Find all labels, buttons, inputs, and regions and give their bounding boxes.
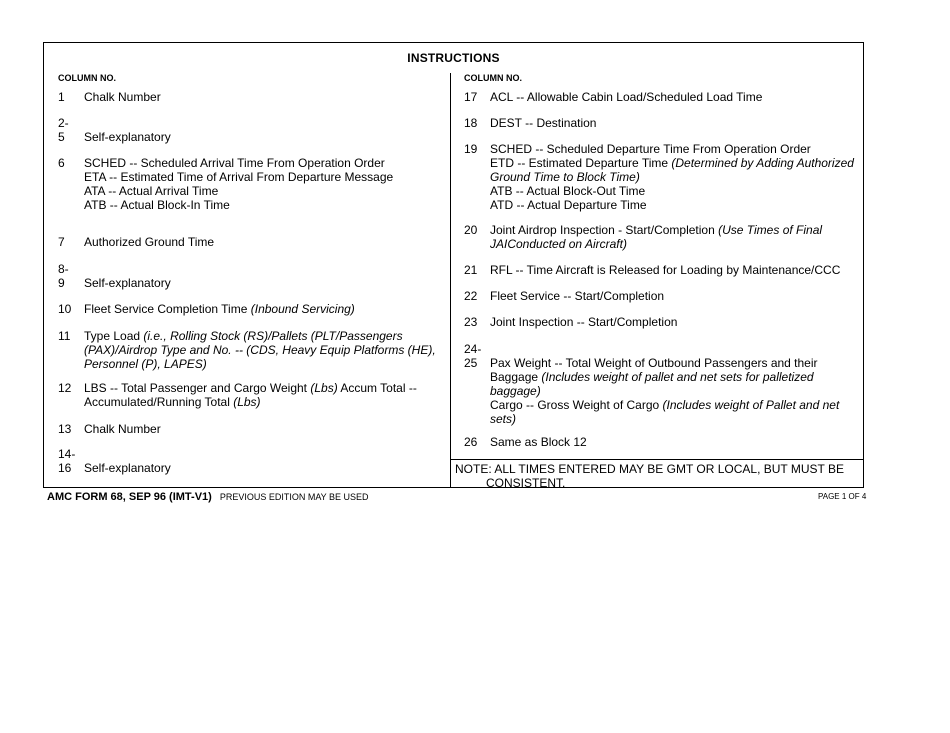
column-number xyxy=(58,422,84,436)
instruction-line xyxy=(84,447,171,461)
instruction-label: Accumulated/Running Total xyxy=(84,395,234,409)
column-number-line: 11 xyxy=(58,329,71,343)
instructions-title: INSTRUCTIONS xyxy=(407,51,500,65)
instruction-text xyxy=(490,435,587,449)
instruction-label: Authorized Ground Time xyxy=(84,235,215,249)
column-number xyxy=(464,223,490,237)
form-id xyxy=(47,491,369,503)
column-number-line: 22 xyxy=(464,289,478,303)
instruction-line xyxy=(490,356,839,370)
instruction-label: LBS -- Total Passenger and Cargo Weight xyxy=(84,381,311,395)
column-number-line: 17 xyxy=(464,90,478,104)
instruction-line xyxy=(490,223,822,237)
instruction-note: (Determined by Adding Authorized xyxy=(671,156,854,170)
instruction-line xyxy=(84,343,436,357)
instruction-line xyxy=(84,461,171,475)
instruction-text xyxy=(490,289,664,303)
instruction-label: Same as Block 12 xyxy=(490,435,587,449)
instruction-line xyxy=(84,198,393,212)
instruction-label: SCHED -- Scheduled Arrival Time From Operation Order xyxy=(84,156,385,170)
instruction-text xyxy=(490,342,839,426)
instruction-line xyxy=(490,116,596,130)
column-number-line: 6 xyxy=(58,156,65,170)
column-number-line: 1 xyxy=(58,90,65,104)
column-number-line: 9 xyxy=(58,276,65,290)
instruction-label: Joint Airdrop Inspection - Start/Completion xyxy=(490,223,719,237)
column-number xyxy=(58,381,84,395)
instruction-line xyxy=(490,384,839,398)
instruction-line xyxy=(84,184,393,198)
column-number xyxy=(464,315,490,329)
instruction-label: DEST -- Destination xyxy=(490,116,597,130)
instruction-note: JAIConducted on Aircraft) xyxy=(490,237,627,251)
instruction-line xyxy=(84,235,214,249)
instruction-note: sets) xyxy=(490,412,517,426)
instruction-line xyxy=(84,90,161,104)
instruction-label: ETD -- Estimated Departure Time xyxy=(490,156,672,170)
column-number-line: 26 xyxy=(464,435,478,449)
instruction-note: (Includes weight of pallet and net sets for palletized xyxy=(541,370,814,384)
instruction-label: ATB -- Actual Block-In Time xyxy=(84,198,230,212)
column-number-line: 13 xyxy=(58,422,72,436)
instruction-note: (Lbs) xyxy=(233,395,261,409)
column-number xyxy=(58,329,84,343)
left-column-header: COLUMN NO. xyxy=(58,73,116,83)
note-line-1: NOTE: ALL TIMES ENTERED MAY BE GMT OR LOCAL, BUT MUST BE xyxy=(455,462,844,476)
instruction-line xyxy=(490,289,664,303)
instruction-label: ATA -- Actual Arrival Time xyxy=(84,184,219,198)
instruction-line xyxy=(84,357,436,371)
instruction-line xyxy=(490,398,839,412)
column-number xyxy=(58,116,84,144)
column-number xyxy=(464,142,490,156)
instruction-label: Self-explanatory xyxy=(84,130,171,144)
column-number-line: 25 xyxy=(464,356,478,370)
instruction-line xyxy=(84,329,436,343)
instruction-line xyxy=(84,395,417,409)
instruction-line xyxy=(84,381,417,395)
column-number xyxy=(58,156,84,170)
instruction-note: (Inbound Servicing) xyxy=(250,302,355,316)
instruction-line xyxy=(84,262,171,276)
instruction-line xyxy=(84,156,393,170)
instruction-line xyxy=(84,170,393,184)
instruction-text xyxy=(84,329,436,371)
instruction-label: Joint Inspection -- Start/Completion xyxy=(490,315,678,329)
column-number xyxy=(464,289,490,303)
instruction-line xyxy=(84,130,171,144)
instruction-text xyxy=(490,142,854,212)
column-number-line: 7 xyxy=(58,235,65,249)
note-line-2: CONSISTENT. xyxy=(486,476,566,490)
column-number xyxy=(58,90,84,104)
column-number-line: 8- xyxy=(58,262,69,276)
instruction-line xyxy=(490,263,840,277)
column-number-line: 5 xyxy=(58,130,65,144)
note xyxy=(455,462,844,490)
instruction-label: Self-explanatory xyxy=(84,276,171,290)
page-number: PAGE 1 OF 4 xyxy=(818,492,867,501)
column-number-line: 24- xyxy=(464,342,482,356)
instruction-line xyxy=(84,116,171,130)
instruction-note: (Includes weight of Pallet and net xyxy=(662,398,840,412)
instruction-line xyxy=(490,370,839,384)
column-number-line: 16 xyxy=(58,461,72,475)
instruction-line xyxy=(490,198,854,212)
instruction-line xyxy=(490,156,854,170)
instruction-note: (Lbs) xyxy=(310,381,338,395)
column-divider xyxy=(450,73,451,487)
instruction-label: Accum Total -- xyxy=(337,381,417,395)
instruction-label: Fleet Service Completion Time xyxy=(84,302,251,316)
instruction-line xyxy=(490,184,854,198)
column-number-line: 20 xyxy=(464,223,478,237)
column-number-line: 10 xyxy=(58,302,72,316)
column-number xyxy=(464,342,490,370)
instruction-note: (i.e., Rolling Stock (RS)/Pallets (PLT/Passengers xyxy=(143,329,403,343)
instruction-line xyxy=(490,90,762,104)
instruction-note: (PAX)/Airdrop Type and No. -- (CDS, Heavy Equip Platforms (HE), xyxy=(84,343,436,357)
instruction-line xyxy=(490,412,839,426)
instruction-text xyxy=(84,381,417,409)
instruction-label: RFL -- Time Aircraft is Released for Loading by Maintenance/CCC xyxy=(490,263,841,277)
instruction-line xyxy=(490,170,854,184)
instruction-label: Fleet Service -- Start/Completion xyxy=(490,289,665,303)
instruction-label: Pax Weight -- Total Weight of Outbound Passengers and their xyxy=(490,356,818,370)
instruction-text xyxy=(84,422,161,436)
instruction-line xyxy=(84,276,171,290)
instruction-text xyxy=(490,263,840,277)
column-number-line: 19 xyxy=(464,142,478,156)
instruction-note: baggage) xyxy=(490,384,541,398)
instruction-label: SCHED -- Scheduled Departure Time From Operation Order xyxy=(490,142,811,156)
instruction-text xyxy=(84,116,171,144)
instruction-note: (Use Times of Final xyxy=(718,223,823,237)
column-number-line: 12 xyxy=(58,381,72,395)
instruction-text xyxy=(490,116,596,130)
column-number-line: 18 xyxy=(464,116,478,130)
instruction-line xyxy=(84,422,161,436)
column-number xyxy=(58,302,84,316)
instruction-label: ATD -- Actual Departure Time xyxy=(490,198,647,212)
instruction-text xyxy=(84,262,171,290)
instruction-line xyxy=(490,237,822,251)
instruction-line xyxy=(490,315,677,329)
instruction-label: Chalk Number xyxy=(84,422,161,436)
right-column-header: COLUMN NO. xyxy=(464,73,522,83)
instruction-label: Self-explanatory xyxy=(84,461,171,475)
instruction-label: ETA -- Estimated Time of Arrival From Departure Message xyxy=(84,170,394,184)
column-number-line: 14- xyxy=(58,447,76,461)
instruction-text xyxy=(490,315,677,329)
instruction-label: ATB -- Actual Block-Out Time xyxy=(490,184,646,198)
instruction-label: Cargo -- Gross Weight of Cargo xyxy=(490,398,663,412)
column-number xyxy=(464,90,490,104)
instruction-label: Chalk Number xyxy=(84,90,161,104)
column-number xyxy=(464,435,490,449)
instruction-text xyxy=(84,235,214,249)
instruction-line xyxy=(490,342,839,356)
instruction-text xyxy=(84,156,393,212)
instructions-frame xyxy=(43,42,864,488)
form-number: AMC FORM 68, SEP 96 (IMT-V1) xyxy=(47,491,212,503)
column-number-line: 21 xyxy=(464,263,478,277)
instruction-line xyxy=(490,142,854,156)
instruction-text xyxy=(84,90,161,104)
column-number xyxy=(58,447,84,475)
instruction-text xyxy=(490,223,822,251)
instruction-text xyxy=(490,90,762,104)
column-number-line: 2- xyxy=(58,116,69,130)
instruction-note: Ground Time to Block Time) xyxy=(490,170,640,184)
instruction-label: ACL -- Allowable Cabin Load/Scheduled Load Time xyxy=(490,90,763,104)
instruction-text xyxy=(84,302,355,316)
note-divider xyxy=(450,459,863,460)
edition-notice: PREVIOUS EDITION MAY BE USED xyxy=(219,492,369,502)
instruction-line xyxy=(84,302,355,316)
column-number xyxy=(464,116,490,130)
column-number xyxy=(464,263,490,277)
instruction-line xyxy=(490,435,587,449)
instruction-text xyxy=(84,447,171,475)
column-number xyxy=(58,235,84,249)
column-number xyxy=(58,262,84,290)
instruction-label: Baggage xyxy=(490,370,542,384)
column-number-line: 23 xyxy=(464,315,478,329)
instruction-label: Type Load xyxy=(84,329,144,343)
instruction-note: Personnel (P), LAPES) xyxy=(84,357,207,371)
